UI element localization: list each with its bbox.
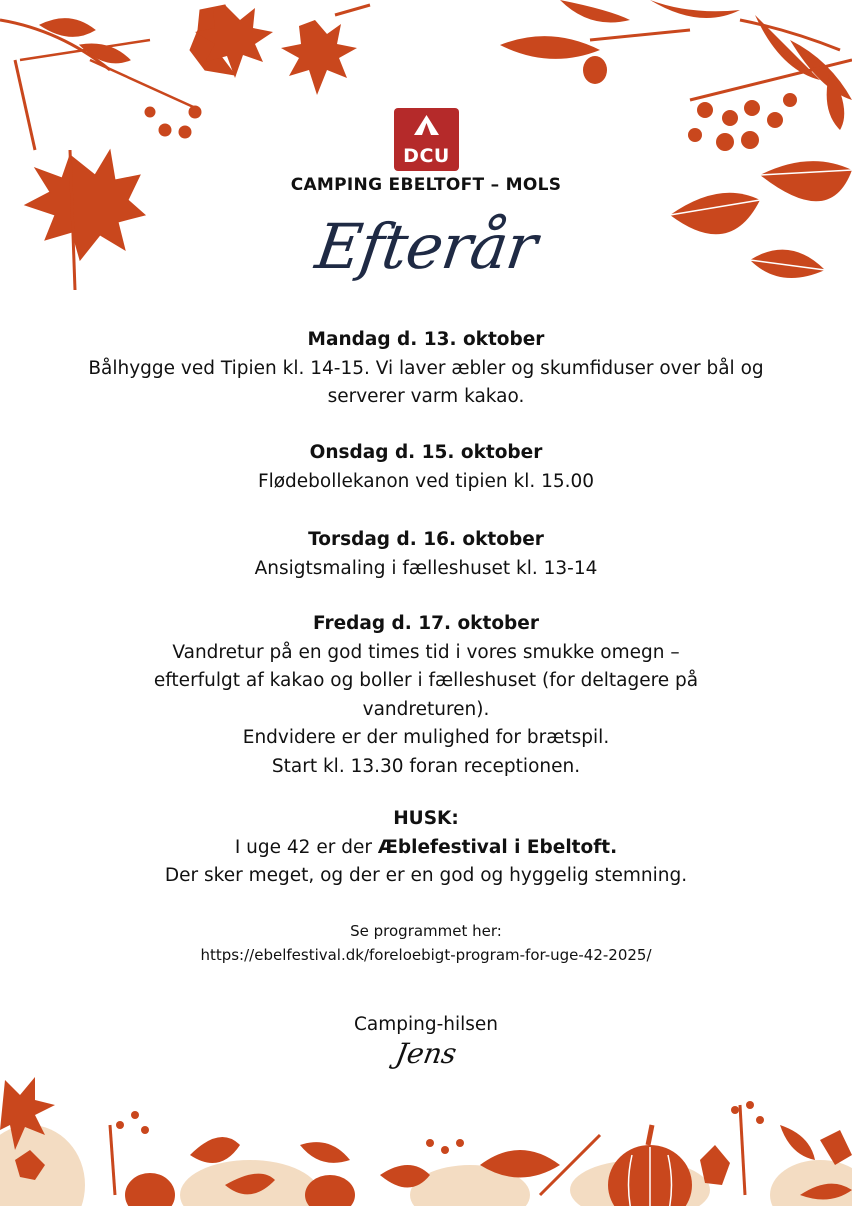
event-line: Vandretur på en god times tid i vores smukke omegn – [172, 641, 680, 663]
event-line: Endvidere er der mulighed for brætspil. [242, 727, 610, 748]
dcu-logo [394, 108, 459, 171]
event-line: Ansigtsmaling i fælleshuset kl. 13-14 [254, 557, 598, 579]
festival-name: Æblefestival i Ebeltoft. [377, 836, 618, 858]
event-block [60, 439, 792, 496]
event-day: Mandag d. 13. oktober [307, 329, 545, 350]
event-block [60, 526, 792, 583]
page-title: Efterår [311, 210, 541, 283]
event-line: vandreturen). [362, 698, 490, 720]
event-block [60, 326, 792, 412]
program-block [60, 919, 792, 967]
event-line: serverer varm kakao. [327, 386, 525, 407]
event-day: Onsdag d. 15. oktober [309, 442, 543, 463]
reminder-line [60, 834, 792, 863]
reminder-block [60, 805, 792, 891]
autumn-leaves-bottom-decoration [0, 1065, 852, 1206]
reminder-line: Der sker meget, og der er en god og hyggelig stemning. [164, 865, 688, 886]
organization-name: CAMPING EBELTOFT – MOLS [290, 175, 562, 195]
maple-leaves-top-center-decoration [185, 0, 375, 110]
closing-block [60, 1011, 792, 1068]
tent-icon [413, 114, 440, 136]
event-line: Start kl. 13.30 foran receptionen. [271, 755, 581, 777]
event-line: Bålhygge ved Tipien kl. 14-15. Vi laver æbler og skumfiduser over bål og [88, 357, 764, 379]
logo-text: DCU [403, 145, 450, 167]
event-line: efterfulgt af kakao og boller i fælleshuset (for deltagere på [153, 670, 699, 691]
event-block [60, 610, 792, 781]
program-url-link[interactable]: https://ebelfestival.dk/foreloebigt-program-for-uge-42-2025/ [200, 946, 652, 964]
event-day: Torsdag d. 16. oktober [308, 529, 544, 550]
event-day: Fredag d. 17. oktober [313, 613, 539, 634]
program-label: Se programmet her: [350, 922, 502, 940]
reminder-text: I uge 42 er der [234, 836, 378, 858]
signature: Jens [393, 1036, 460, 1070]
reminder-heading: HUSK: [393, 808, 459, 829]
event-line: Flødebollekanon ved tipien kl. 15.00 [257, 470, 595, 492]
closing-greeting: Camping-hilsen [353, 1014, 499, 1035]
